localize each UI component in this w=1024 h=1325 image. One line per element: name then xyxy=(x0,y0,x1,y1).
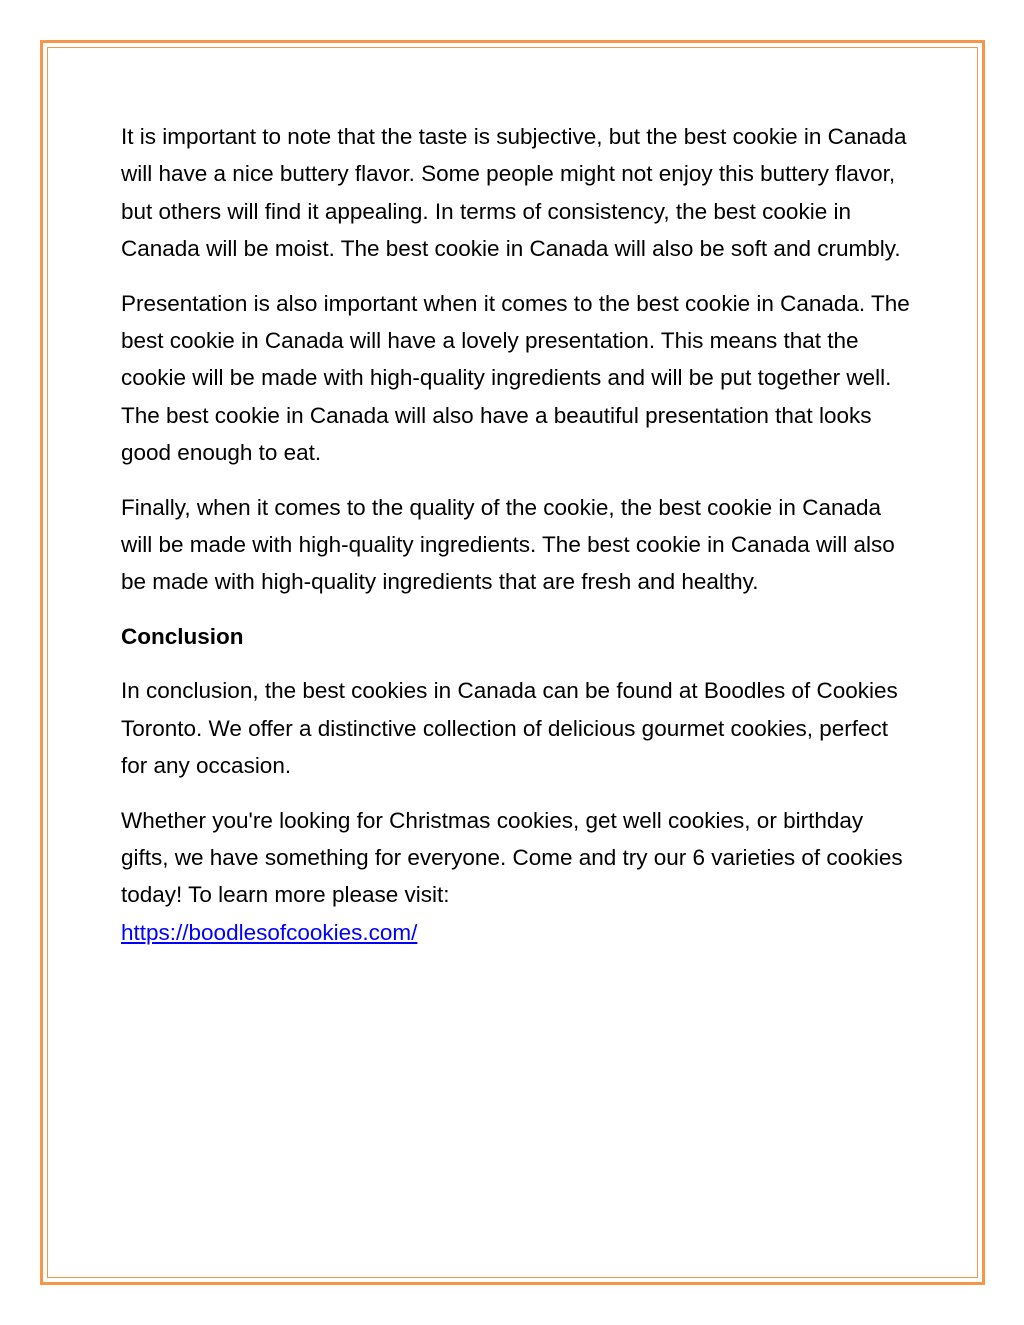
paragraph-taste: It is important to note that the taste is subjective, but the best cookie in Canada will have a nice buttery flavor. Some people might not enjoy this buttery flavor, but others will find it appealing. In terms of consistency, the best cookie in Canada will be moist. The best cookie in Canada will also be soft and crumbly. xyxy=(121,124,907,262)
conclusion-heading: Conclusion xyxy=(121,623,244,649)
paragraph-quality: Finally, when it comes to the quality of the cookie, the best cookie in Canada will be made with high-quality ingredients. The best cookie in Canada will also be made with high-quality ingredients that are fresh and healthy. xyxy=(121,494,895,595)
website-link[interactable]: https://boodlesofcookies.com/ xyxy=(121,919,418,945)
paragraph-conclusion: In conclusion, the best cookies in Canada can be found at Boodles of Cookies Toronto. We offer a distinctive collection of delicious gourmet cookies, perfect for any occasion. xyxy=(121,678,898,779)
document-body xyxy=(121,118,911,968)
paragraph-presentation: Presentation is also important when it comes to the best cookie in Canada. The best cookie in Canada will have a lovely presentation. This means that the cookie will be made with high-quality ingredients and will be put together well. The best cookie in Canada will also have a beautiful presentation that looks good enough to eat. xyxy=(121,290,910,466)
visit-text: Whether you're looking for Christmas cookies, get well cookies, or birthday gifts, we have something for everyone. Come and try our 6 varieties of cookies today! To learn more please visit: xyxy=(121,807,903,908)
paragraph-visit xyxy=(121,802,911,952)
